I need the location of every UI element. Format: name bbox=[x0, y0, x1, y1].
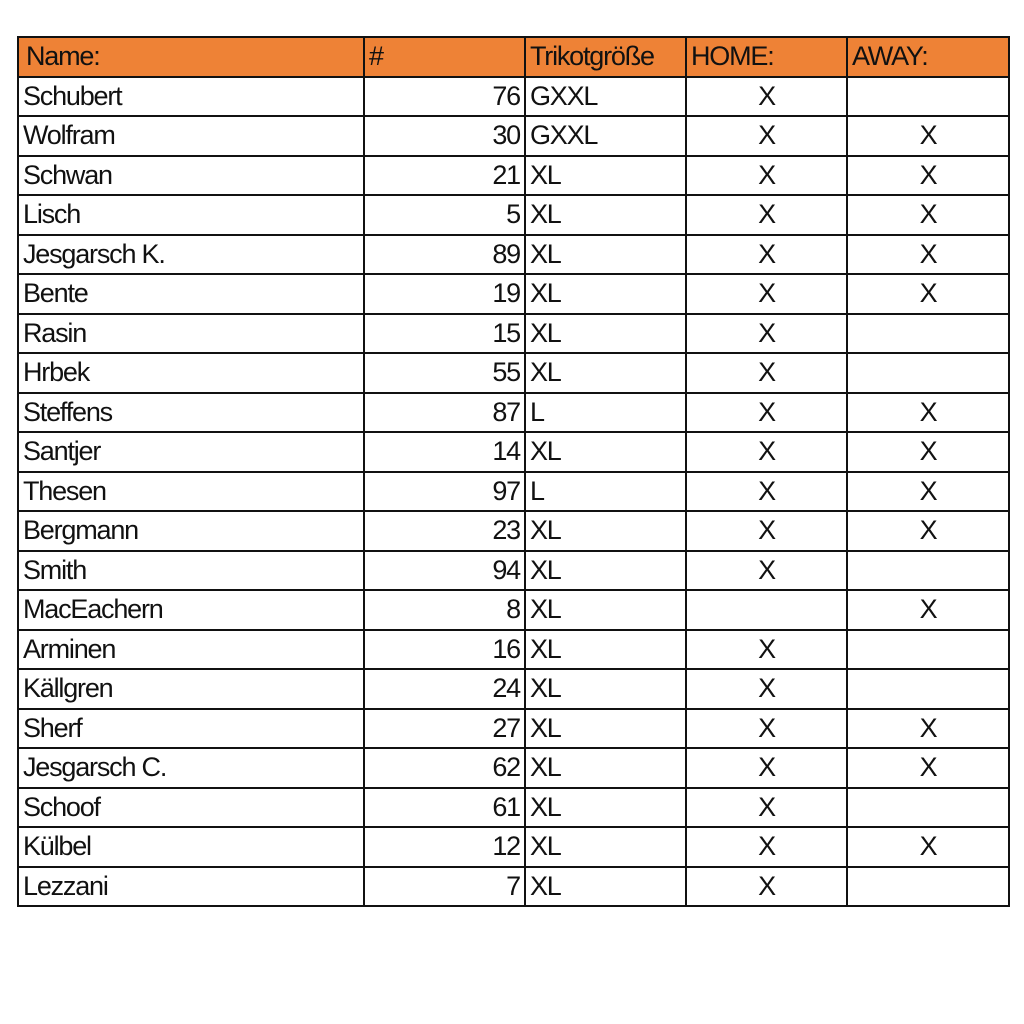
cell-name[interactable]: Santjer bbox=[18, 432, 364, 472]
cell-size[interactable]: XL bbox=[525, 630, 686, 670]
table-row bbox=[18, 472, 1009, 512]
header-size[interactable]: Trikotgröße bbox=[525, 37, 686, 77]
cell-name[interactable]: Schubert bbox=[18, 77, 364, 117]
cell-away[interactable]: X bbox=[847, 709, 1009, 749]
cell-name[interactable]: Jesgarsch K. bbox=[18, 235, 364, 275]
cell-home[interactable] bbox=[686, 590, 847, 630]
cell-size[interactable]: GXXL bbox=[525, 77, 686, 117]
cell-away[interactable]: X bbox=[847, 748, 1009, 788]
cell-home[interactable]: X bbox=[686, 235, 847, 275]
cell-home[interactable]: X bbox=[686, 156, 847, 196]
table-row bbox=[18, 314, 1009, 354]
cell-number[interactable]: 97 bbox=[364, 472, 525, 512]
table-row bbox=[18, 274, 1009, 314]
cell-number[interactable]: 21 bbox=[364, 156, 525, 196]
cell-size[interactable]: XL bbox=[525, 669, 686, 709]
cell-name[interactable]: Bergmann bbox=[18, 511, 364, 551]
header-home[interactable]: HOME: bbox=[686, 37, 847, 77]
cell-size[interactable]: XL bbox=[525, 551, 686, 591]
cell-name[interactable]: Lezzani bbox=[18, 867, 364, 907]
table-row bbox=[18, 590, 1009, 630]
cell-home[interactable]: X bbox=[686, 511, 847, 551]
cell-number[interactable]: 7 bbox=[364, 867, 525, 907]
table-row bbox=[18, 827, 1009, 867]
cell-name[interactable]: Thesen bbox=[18, 472, 364, 512]
cell-away[interactable] bbox=[847, 551, 1009, 591]
cell-name[interactable]: Sherf bbox=[18, 709, 364, 749]
cell-size[interactable]: XL bbox=[525, 274, 686, 314]
cell-home[interactable]: X bbox=[686, 669, 847, 709]
cell-size[interactable]: XL bbox=[525, 156, 686, 196]
cell-size[interactable]: XL bbox=[525, 235, 686, 275]
cell-number[interactable]: 14 bbox=[364, 432, 525, 472]
table-row bbox=[18, 551, 1009, 591]
cell-home[interactable]: X bbox=[686, 274, 847, 314]
cell-name[interactable]: Arminen bbox=[18, 630, 364, 670]
cell-number[interactable]: 23 bbox=[364, 511, 525, 551]
cell-number[interactable]: 27 bbox=[364, 709, 525, 749]
cell-home[interactable]: X bbox=[686, 709, 847, 749]
cell-name[interactable]: Wolfram bbox=[18, 116, 364, 156]
cell-size[interactable]: GXXL bbox=[525, 116, 686, 156]
cell-away[interactable] bbox=[847, 77, 1009, 117]
table-row bbox=[18, 432, 1009, 472]
cell-away[interactable]: X bbox=[847, 116, 1009, 156]
cell-home[interactable]: X bbox=[686, 827, 847, 867]
cell-name[interactable]: Källgren bbox=[18, 669, 364, 709]
cell-away[interactable]: X bbox=[847, 590, 1009, 630]
cell-number[interactable]: 12 bbox=[364, 827, 525, 867]
cell-number[interactable]: 87 bbox=[364, 393, 525, 433]
cell-size[interactable]: XL bbox=[525, 748, 686, 788]
cell-away[interactable]: X bbox=[847, 235, 1009, 275]
table-header bbox=[18, 37, 1009, 77]
cell-away[interactable]: X bbox=[847, 274, 1009, 314]
cell-size[interactable]: L bbox=[525, 393, 686, 433]
cell-number[interactable]: 24 bbox=[364, 669, 525, 709]
cell-size[interactable]: XL bbox=[525, 590, 686, 630]
cell-home[interactable]: X bbox=[686, 788, 847, 828]
header-away[interactable]: AWAY: bbox=[847, 37, 1009, 77]
table-row bbox=[18, 511, 1009, 551]
cell-away[interactable]: X bbox=[847, 393, 1009, 433]
cell-away[interactable] bbox=[847, 630, 1009, 670]
cell-away[interactable] bbox=[847, 314, 1009, 354]
cell-home[interactable]: X bbox=[686, 195, 847, 235]
cell-size[interactable]: XL bbox=[525, 788, 686, 828]
header-number[interactable]: # bbox=[364, 37, 525, 77]
cell-size[interactable]: XL bbox=[525, 511, 686, 551]
cell-size[interactable]: XL bbox=[525, 432, 686, 472]
cell-away[interactable]: X bbox=[847, 195, 1009, 235]
table-row bbox=[18, 77, 1009, 117]
cell-name[interactable]: Schoof bbox=[18, 788, 364, 828]
cell-number[interactable]: 16 bbox=[364, 630, 525, 670]
cell-name[interactable]: Steffens bbox=[18, 393, 364, 433]
cell-size[interactable]: XL bbox=[525, 195, 686, 235]
cell-home[interactable]: X bbox=[686, 867, 847, 907]
cell-away[interactable] bbox=[847, 353, 1009, 393]
header-row bbox=[18, 37, 1009, 77]
cell-size[interactable]: XL bbox=[525, 827, 686, 867]
cell-number[interactable]: 19 bbox=[364, 274, 525, 314]
table-row bbox=[18, 788, 1009, 828]
cell-size[interactable]: XL bbox=[525, 709, 686, 749]
cell-home[interactable]: X bbox=[686, 630, 847, 670]
cell-home[interactable]: X bbox=[686, 353, 847, 393]
table-row bbox=[18, 393, 1009, 433]
cell-home[interactable]: X bbox=[686, 77, 847, 117]
table-body bbox=[18, 77, 1009, 907]
cell-away[interactable] bbox=[847, 788, 1009, 828]
cell-name[interactable]: Rasin bbox=[18, 314, 364, 354]
cell-number[interactable]: 5 bbox=[364, 195, 525, 235]
cell-home[interactable]: X bbox=[686, 472, 847, 512]
cell-name[interactable]: Schwan bbox=[18, 156, 364, 196]
cell-name[interactable]: MacEachern bbox=[18, 590, 364, 630]
table-row bbox=[18, 867, 1009, 907]
cell-name[interactable]: Bente bbox=[18, 274, 364, 314]
table-row bbox=[18, 235, 1009, 275]
cell-name[interactable]: Lisch bbox=[18, 195, 364, 235]
table-row bbox=[18, 116, 1009, 156]
cell-size[interactable]: XL bbox=[525, 867, 686, 907]
cell-away[interactable]: X bbox=[847, 156, 1009, 196]
table-row bbox=[18, 709, 1009, 749]
cell-home[interactable]: X bbox=[686, 393, 847, 433]
table-row bbox=[18, 156, 1009, 196]
header-name[interactable]: Name: bbox=[18, 37, 364, 77]
cell-number[interactable]: 30 bbox=[364, 116, 525, 156]
cell-size[interactable]: L bbox=[525, 472, 686, 512]
cell-number[interactable]: 62 bbox=[364, 748, 525, 788]
cell-number[interactable]: 89 bbox=[364, 235, 525, 275]
cell-number[interactable]: 94 bbox=[364, 551, 525, 591]
table-row bbox=[18, 195, 1009, 235]
cell-home[interactable]: X bbox=[686, 432, 847, 472]
cell-home[interactable]: X bbox=[686, 551, 847, 591]
table-row bbox=[18, 630, 1009, 670]
cell-size[interactable]: XL bbox=[525, 314, 686, 354]
cell-number[interactable]: 61 bbox=[364, 788, 525, 828]
cell-away[interactable] bbox=[847, 669, 1009, 709]
cell-away[interactable]: X bbox=[847, 432, 1009, 472]
cell-name[interactable]: Külbel bbox=[18, 827, 364, 867]
cell-number[interactable]: 8 bbox=[364, 590, 525, 630]
cell-away[interactable]: X bbox=[847, 827, 1009, 867]
cell-away[interactable]: X bbox=[847, 472, 1009, 512]
cell-home[interactable]: X bbox=[686, 116, 847, 156]
table-row bbox=[18, 669, 1009, 709]
cell-away[interactable]: X bbox=[847, 511, 1009, 551]
cell-home[interactable]: X bbox=[686, 748, 847, 788]
cell-number[interactable]: 55 bbox=[364, 353, 525, 393]
cell-name[interactable]: Smith bbox=[18, 551, 364, 591]
table-row bbox=[18, 748, 1009, 788]
cell-away[interactable] bbox=[847, 867, 1009, 907]
cell-name[interactable]: Jesgarsch C. bbox=[18, 748, 364, 788]
jersey-order-table bbox=[17, 36, 1010, 907]
cell-home[interactable]: X bbox=[686, 314, 847, 354]
cell-size[interactable]: XL bbox=[525, 353, 686, 393]
cell-name[interactable]: Hrbek bbox=[18, 353, 364, 393]
table-row bbox=[18, 353, 1009, 393]
cell-number[interactable]: 76 bbox=[364, 77, 525, 117]
cell-number[interactable]: 15 bbox=[364, 314, 525, 354]
